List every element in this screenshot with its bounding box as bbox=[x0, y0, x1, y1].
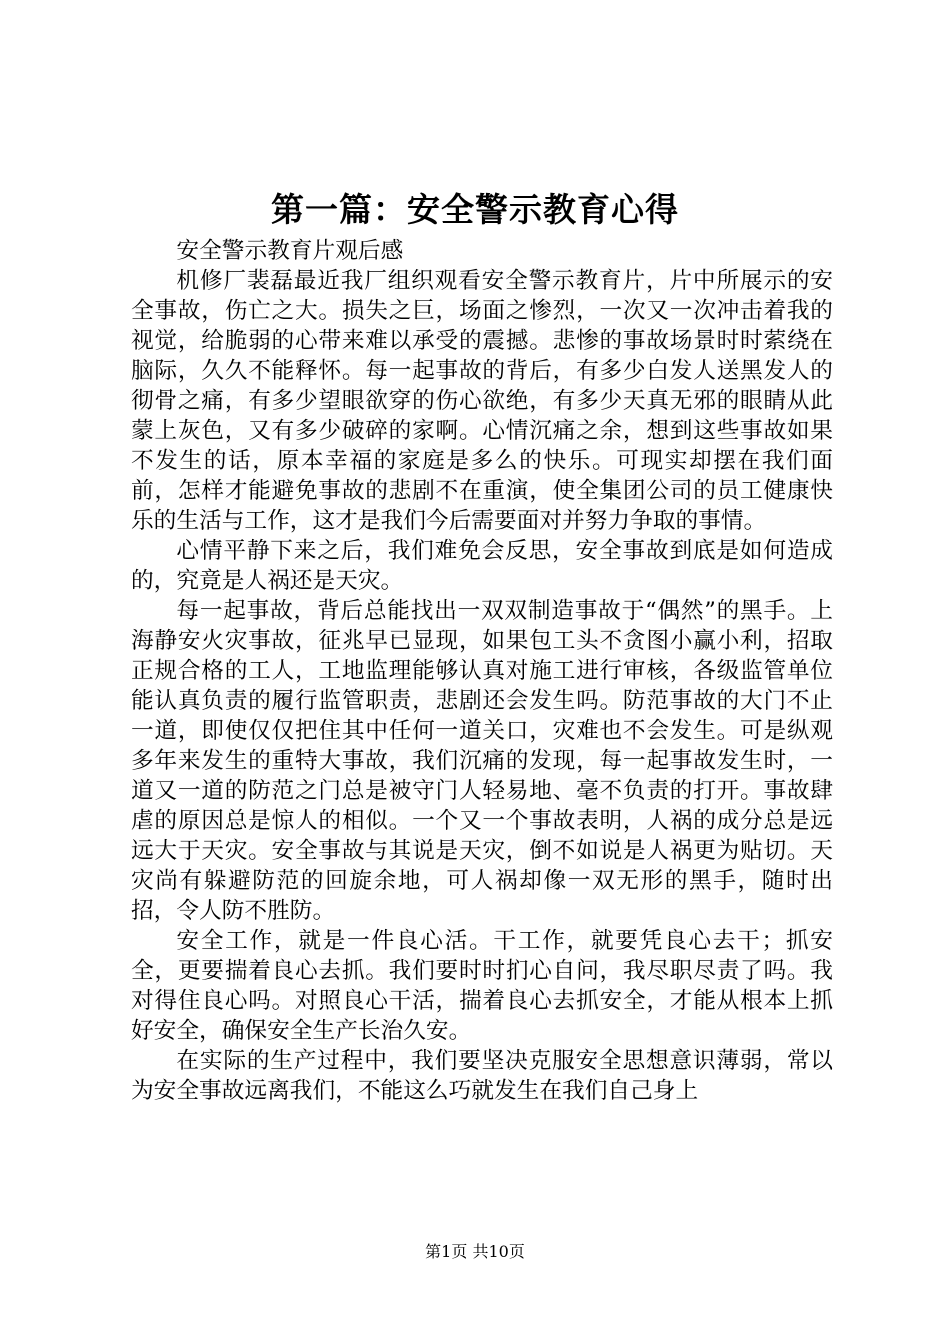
paragraph: 心情平静下来之后，我们难免会反思，安全事故到底是如何造成的，究竟是人祸还是天灾。 bbox=[131, 538, 833, 594]
paragraph: 在实际的生产过程中，我们要坚决克服安全思想意识薄弱，常以为安全事故远离我们，不能这么巧就发生在我们自己身上 bbox=[131, 1048, 833, 1104]
subtitle: 安全警示教育片观后感 bbox=[176, 238, 404, 264]
paragraph: 机修厂裴磊最近我厂组织观看安全警示教育片，片中所展示的安全事故，伤亡之大。损失之巨，场面之惨烈，一次又一次冲击着我的视觉，给脆弱的心带来难以承受的震撼。悲惨的事故场景时时萦绕在脑际，久久不能释怀。每一起事故的背后，有多少白发人送黑发人的彻骨之痛，有多少望眼欲穿的伤心欲绝，有多少天真无邪的眼睛从此蒙上灰色，又有多少破碎的家啊。心情沉痛之余，想到这些事故如果不发生的话，原本幸福的家庭是多么的快乐。可现实却摆在我们面前，怎样才能避免事故的悲剧不在重演，使全集团公司的员工健康快乐的生活与工作，这才是我们今后需要面对并努力争取的事情。 bbox=[131, 268, 833, 534]
document-title: 第一篇：安全警示教育心得 bbox=[271, 190, 679, 229]
page-number: 第1页 bbox=[425, 1242, 468, 1261]
page-footer bbox=[0, 1241, 950, 1263]
document-body bbox=[131, 236, 833, 1106]
paragraph: 每一起事故，背后总能找出一双双制造事故于“偶然”的黑手。上海静安火灾事故，征兆早已显现，如果包工头不贪图小赢小利，招取正规合格的工人，工地监理能够认真对施工进行审核，各级监管单位能认真负责的履行监管职责，悲剧还会发生吗。防范事故的大门不止一道，即使仅仅把住其中任何一道关口，灾难也不会发生。可是纵观多年来发生的重特大事故，我们沉痛的发现，每一起事故发生时，一道又一道的防范之门总是被守门人轻易地、毫不负责的打开。事故肆虐的原因总是惊人的相似。一个又一个事故表明，人祸的成分总是远远大于天灾。安全事故与其说是天灾，倒不如说是人祸更为贴切。天灾尚有躲避防范的回旋余地，可人祸却像一双无形的黑手，随时出招，令人防不胜防。 bbox=[131, 598, 833, 924]
page-total: 共10页 bbox=[472, 1242, 525, 1261]
paragraph: 安全工作，就是一件良心活。干工作，就要凭良心去干；抓安全，更要揣着良心去抓。我们要时时扪心自问，我尽职尽责了吗。我对得住良心吗。对照良心干活，揣着良心去抓安全，才能从根本上抓好安全，确保安全生产长治久安。 bbox=[131, 928, 833, 1044]
